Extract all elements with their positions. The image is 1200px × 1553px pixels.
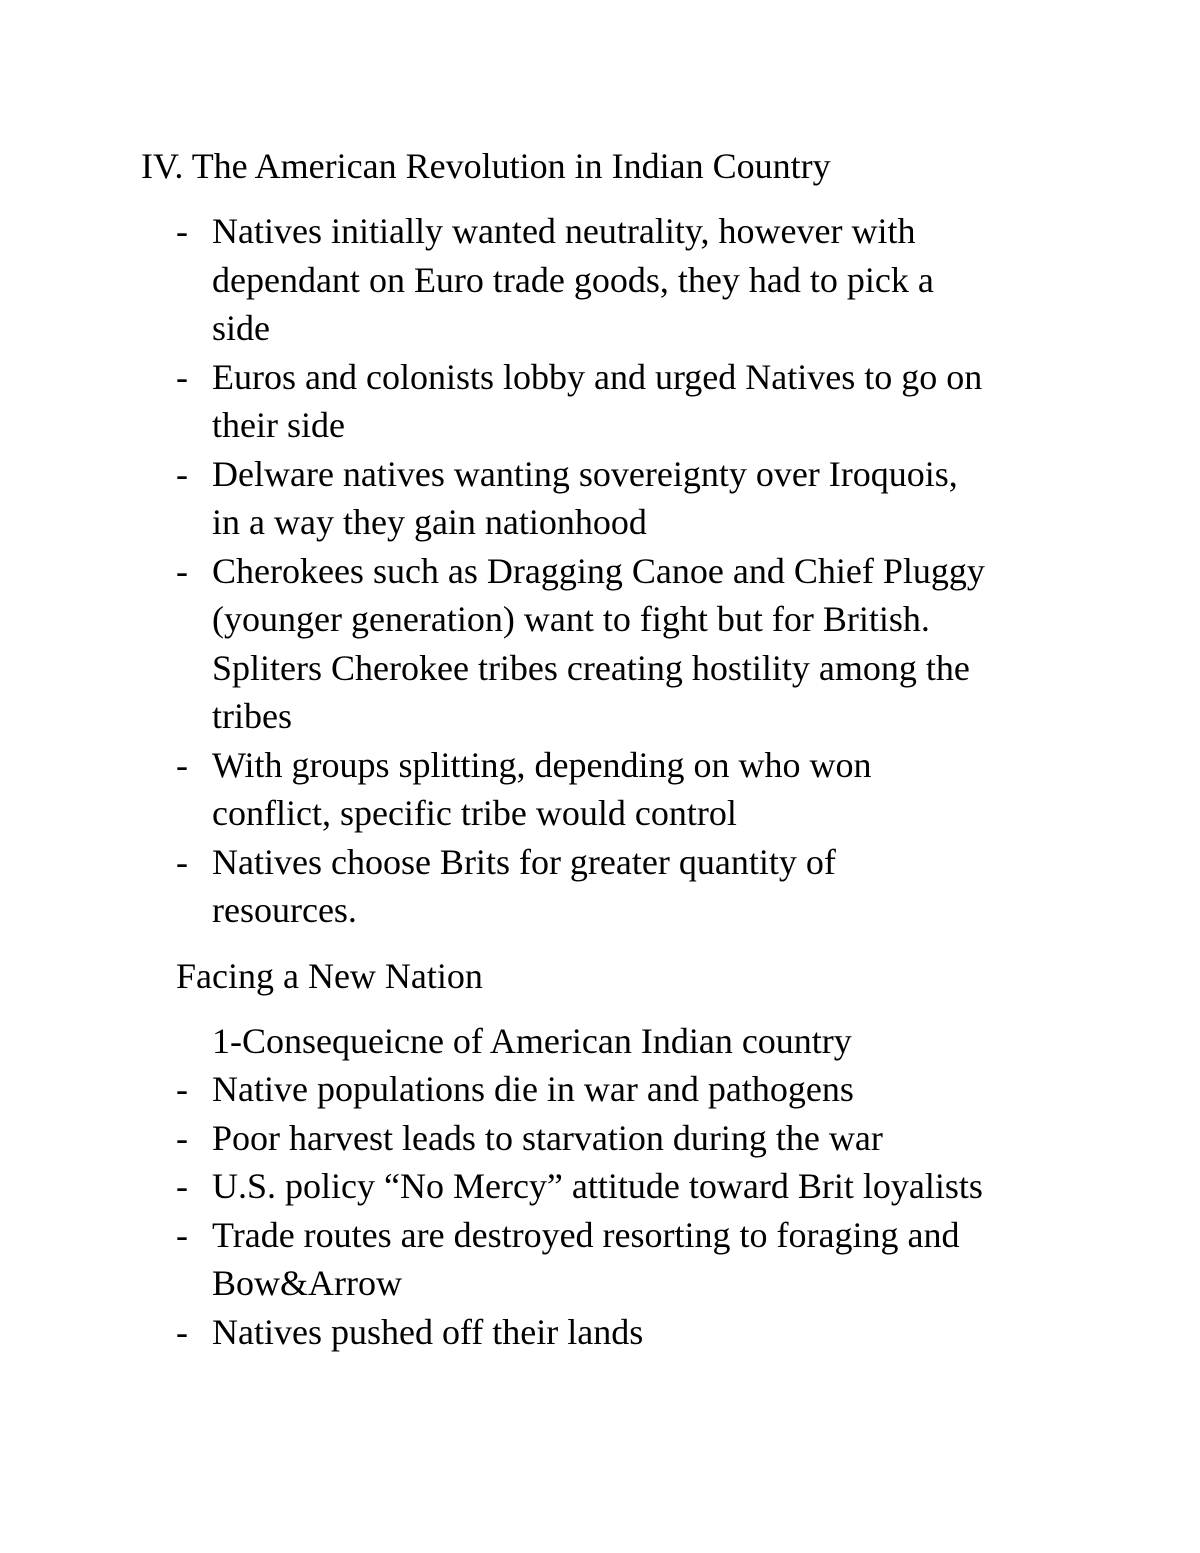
list-item (176, 741, 1076, 838)
bullet-dash: - (176, 1214, 188, 1255)
list-item-text: Natives initially wanted neutrality, however with dependant on Euro trade goods, they had to pick a side (212, 211, 934, 348)
list-item-text: U.S. policy “No Mercy” attitude toward Brit loyalists (212, 1166, 983, 1206)
list-item-text: Euros and colonists lobby and urged Natives to go on their side (212, 356, 983, 445)
list-item-text: Natives pushed off their lands (212, 1311, 644, 1352)
bullet-dash: - (176, 1166, 188, 1206)
list-item (176, 207, 1076, 353)
bullet-dash: - (176, 211, 188, 251)
list-item (176, 1114, 1076, 1163)
list-item (176, 547, 1076, 741)
numbered-item: 1-Consequeicne of American Indian country (212, 1021, 852, 1061)
bullet-dash: - (176, 1117, 188, 1158)
list-item-text: With groups splitting, depending on who won conflict, specific tribe would control (212, 744, 872, 833)
list-item-text: Delware natives wanting sovereignty over Iroquois, in a way they gain nationhood (212, 453, 958, 542)
list-item (176, 1065, 1076, 1114)
list-item-text: Natives choose Brits for greater quantity of resources. (212, 841, 836, 930)
list-item-text: Trade routes are destroyed resorting to foraging and Bow&Arrow (212, 1214, 960, 1303)
bullet-dash: - (176, 453, 188, 494)
bullet-list-revolution (176, 207, 1076, 935)
list-item (176, 1162, 1076, 1211)
bullet-dash: - (176, 841, 188, 882)
subsection-heading: Facing a New Nation (176, 956, 483, 996)
list-item (176, 450, 1076, 547)
bullet-dash: - (176, 1311, 188, 1352)
list-item (176, 353, 1076, 450)
bullet-dash: - (176, 1069, 188, 1109)
list-item-text: Native populations die in war and pathogens (212, 1069, 854, 1109)
bullet-dash: - (176, 550, 188, 591)
list-item-text: Cherokees such as Dragging Canoe and Chief Pluggy (younger generation) want to fight but for British. Spliters Cherokee tribes creating hostility among the tribes (212, 550, 985, 736)
bullet-dash: - (176, 356, 188, 397)
list-item (176, 1211, 1076, 1308)
bullet-list-consequences (176, 1065, 1076, 1356)
section-heading: IV. The American Revolution in Indian Country (141, 146, 831, 186)
bullet-dash: - (176, 744, 188, 785)
list-item-text: Poor harvest leads to starvation during the war (212, 1117, 883, 1158)
list-item (176, 1308, 1076, 1357)
list-item (176, 838, 1076, 935)
